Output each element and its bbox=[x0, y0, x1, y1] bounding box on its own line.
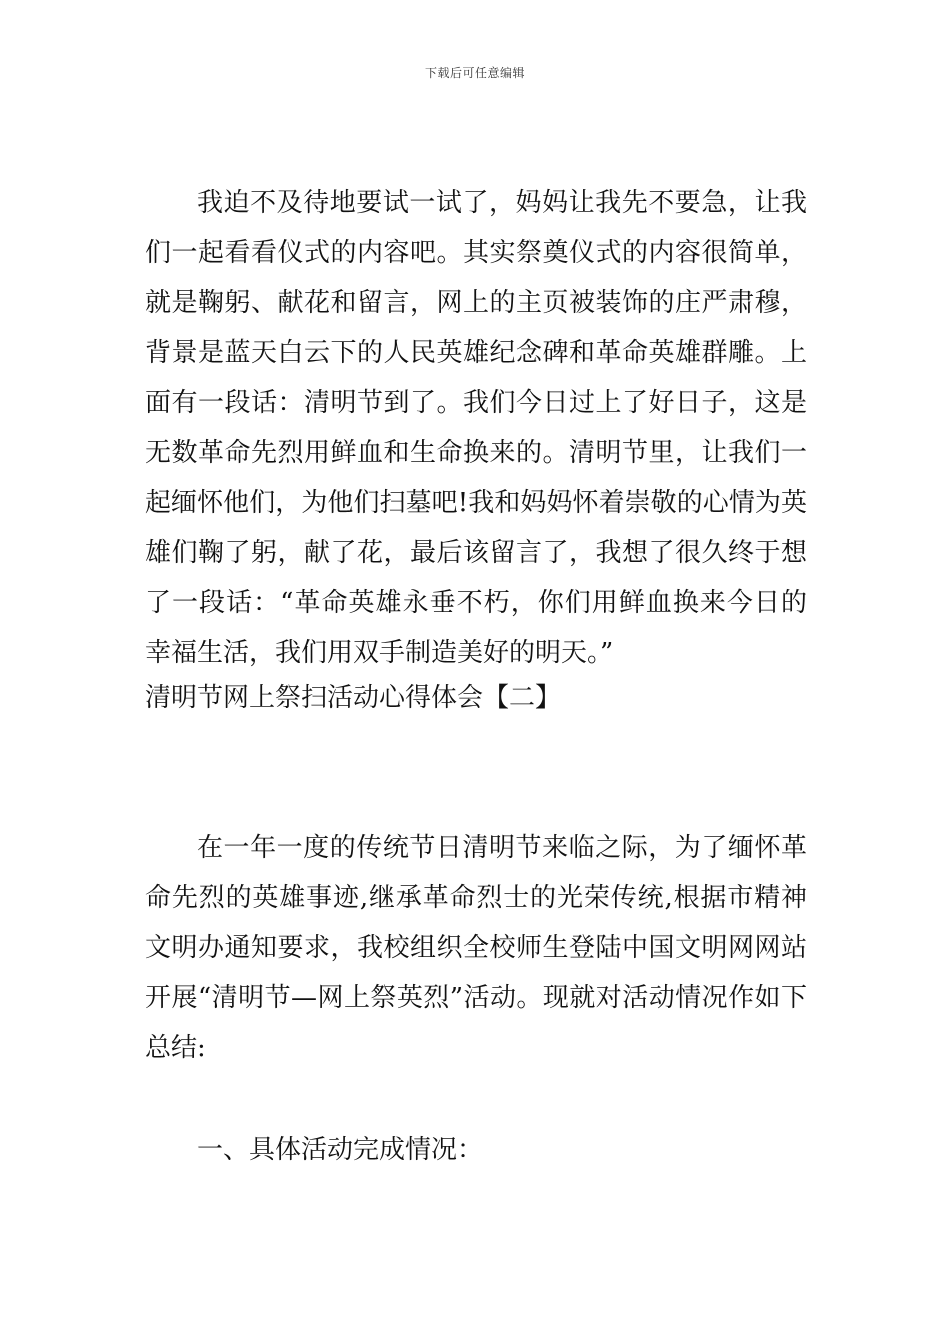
section-heading: 清明节网上祭扫活动心得体会【二】 bbox=[145, 683, 562, 713]
body-paragraph: 在一年一度的传统节日清明节来临之际，为了缅怀革命先烈的英雄事迹,继承革命烈士的光荣传统,根据市精神文明办通知要求，我校组织全校师生登陆中国文明网网站开展“清明节—网上祭英烈”活动。现就对活动情况作如下总结: bbox=[145, 833, 807, 1063]
page-header-note: 下载后可任意编辑 bbox=[424, 66, 525, 80]
subsection-title: 一、具体活动完成情况： bbox=[197, 1135, 484, 1165]
body-paragraph: 我迫不及待地要试一试了，妈妈让我先不要急，让我们一起看看仪式的内容吧。其实祭奠仪式的内容很简单，就是鞠躬、献花和留言，网上的主页被装饰的庄严肃穆，背景是蓝天白云下的人民英雄纪念碑和革命英雄群雕。上面有一段话：清明节到了。我们今日过上了好日子，这是无数革命先烈用鲜血和生命换来的。清明节里，让我们一起缅怀他们，为他们扫墓吧!我和妈妈怀着崇敬的心情为英雄们鞠了躬，献了花，最后该留言了，我想了很久终于想了一段话：“革命英雄永垂不朽，你们用鲜血换来今日的幸福生活，我们用双手制造美好的明天。” bbox=[145, 188, 807, 668]
document-body bbox=[145, 178, 807, 1175]
